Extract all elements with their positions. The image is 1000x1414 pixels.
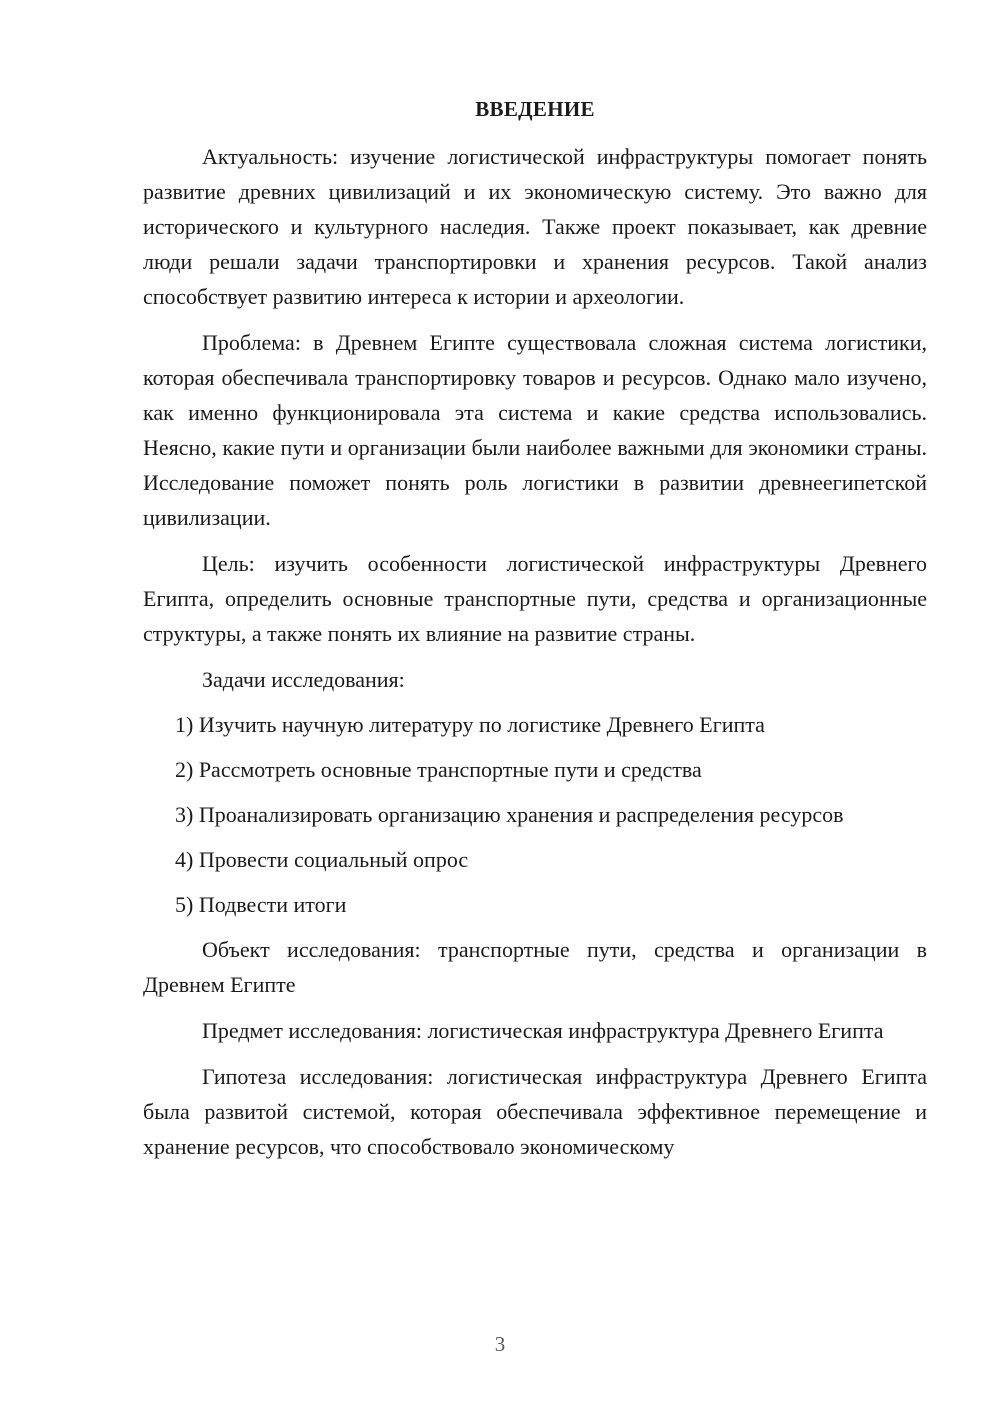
task-item-3: 3) Проанализировать организацию хранения и распределения ресурсов [175, 802, 844, 827]
page-number: 3 [494, 1332, 506, 1356]
document-page [143, 92, 927, 1175]
problem-paragraph: Проблема: в Древнем Египте существовала сложная система логистики, которая обеспечивала транспортировку товаров и ресурсов. Однако мало изучено, как именно функционировала эта система и какие средства использовались. Неясно, какие пути и организации были наиболее важными для экономики страны. Исследование поможет понять роль логистики в развитии древнеегипетской цивилизации. [143, 330, 927, 530]
object-paragraph: Объект исследования: транспортные пути, средства и организации в Древнем Египте [143, 937, 927, 997]
page-title: ВВЕДЕНИЕ [475, 97, 595, 121]
relevance-paragraph: Актуальность: изучение логистической инфраструктуры помогает понять развитие древних цивилизаций и их экономическую систему. Это важно для исторического и культурного наследия. Также проект показывает, как древние люди решали задачи транспортировки и хранения ресурсов. Такой анализ способствует развитию интереса к истории и археологии. [143, 144, 927, 309]
goal-paragraph: Цель: изучить особенности логистической инфраструктуры Древнего Египта, определить основные транспортные пути, средства и организационные структуры, а также понять их влияние на развитие страны. [143, 551, 927, 646]
subject-paragraph: Предмет исследования: логистическая инфраструктура Древнего Египта [202, 1018, 884, 1043]
hypothesis-paragraph: Гипотеза исследования: логистическая инфраструктура Древнего Египта была развитой системой, которая обеспечивала эффективное перемещение и хранение ресурсов, что способствовало экономическому [143, 1064, 927, 1159]
tasks-heading: Задачи исследования: [202, 667, 405, 692]
task-item-5: 5) Подвести итоги [175, 892, 347, 917]
task-item-1: 1) Изучить научную литературу по логистике Древнего Египта [175, 712, 765, 737]
task-item-4: 4) Провести социальный опрос [175, 847, 469, 872]
task-item-2: 2) Рассмотреть основные транспортные пути и средства [175, 757, 702, 782]
